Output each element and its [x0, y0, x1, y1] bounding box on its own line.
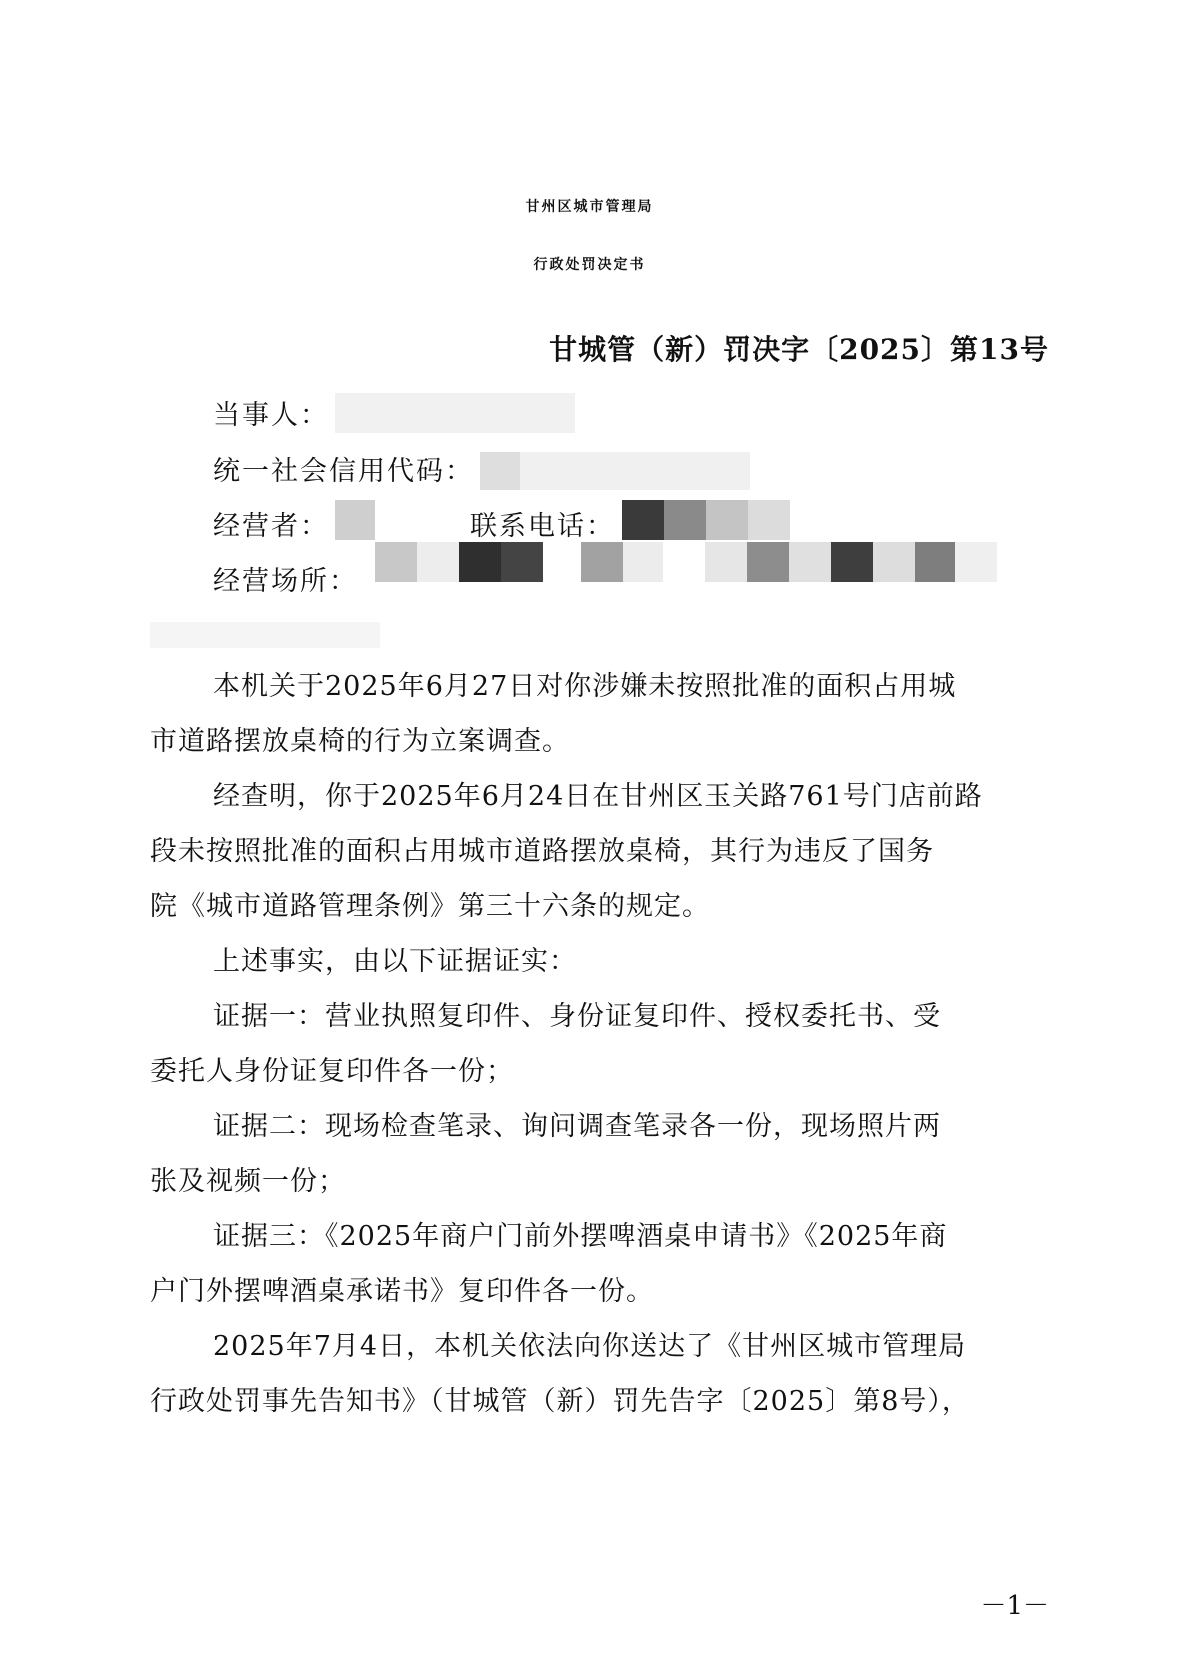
body-line: 市道路摆放桌椅的行为立案调查。 [150, 726, 570, 757]
page-number: －1－ [980, 1591, 1049, 1621]
document-org-title: 甘州区城市管理局 [525, 199, 654, 215]
phone-label: 联系电话： [470, 511, 615, 542]
operator-label: 经营者： [213, 511, 329, 542]
body-line: 证据三：《2025年商户门前外摆啤酒桌申请书》《2025年商 [213, 1221, 948, 1252]
location-label: 经营场所： [213, 566, 358, 597]
body-line: 院《城市道路管理条例》第三十六条的规定。 [150, 891, 710, 922]
document-type-title: 行政处罚决定书 [533, 257, 646, 273]
body-line: 行政处罚事先告知书》（甘城管（新）罚先告字〔2025〕第8号）， [150, 1386, 970, 1417]
body-line: 经查明，你于2025年6月24日在甘州区玉关路761号门店前路 [213, 781, 983, 812]
body-line: 本机关于2025年6月27日对你涉嫌未按照批准的面积占用城 [213, 671, 957, 702]
party-label: 当事人： [213, 400, 329, 431]
body-line: 张及视频一份； [150, 1166, 346, 1197]
body-line: 段未按照批准的面积占用城市道路摆放桌椅，其行为违反了国务 [150, 836, 934, 867]
credit-code-label: 统一社会信用代码： [213, 456, 474, 487]
body-line: 委托人身份证复印件各一份； [150, 1056, 514, 1087]
body-line: 户门外摆啤酒桌承诺书》复印件各一份。 [150, 1276, 654, 1307]
body-line: 2025年7月4日，本机关依法向你送达了《甘州区城市管理局 [213, 1331, 967, 1362]
body-line: 上述事实，由以下证据证实： [213, 946, 577, 977]
document-number: 甘城管（新）罚决字〔2025〕第13号 [549, 333, 1049, 366]
body-line: 证据一：营业执照复印件、身份证复印件、授权委托书、受 [213, 1001, 941, 1032]
body-line: 证据二：现场检查笔录、询问调查笔录各一份，现场照片两 [213, 1111, 941, 1142]
